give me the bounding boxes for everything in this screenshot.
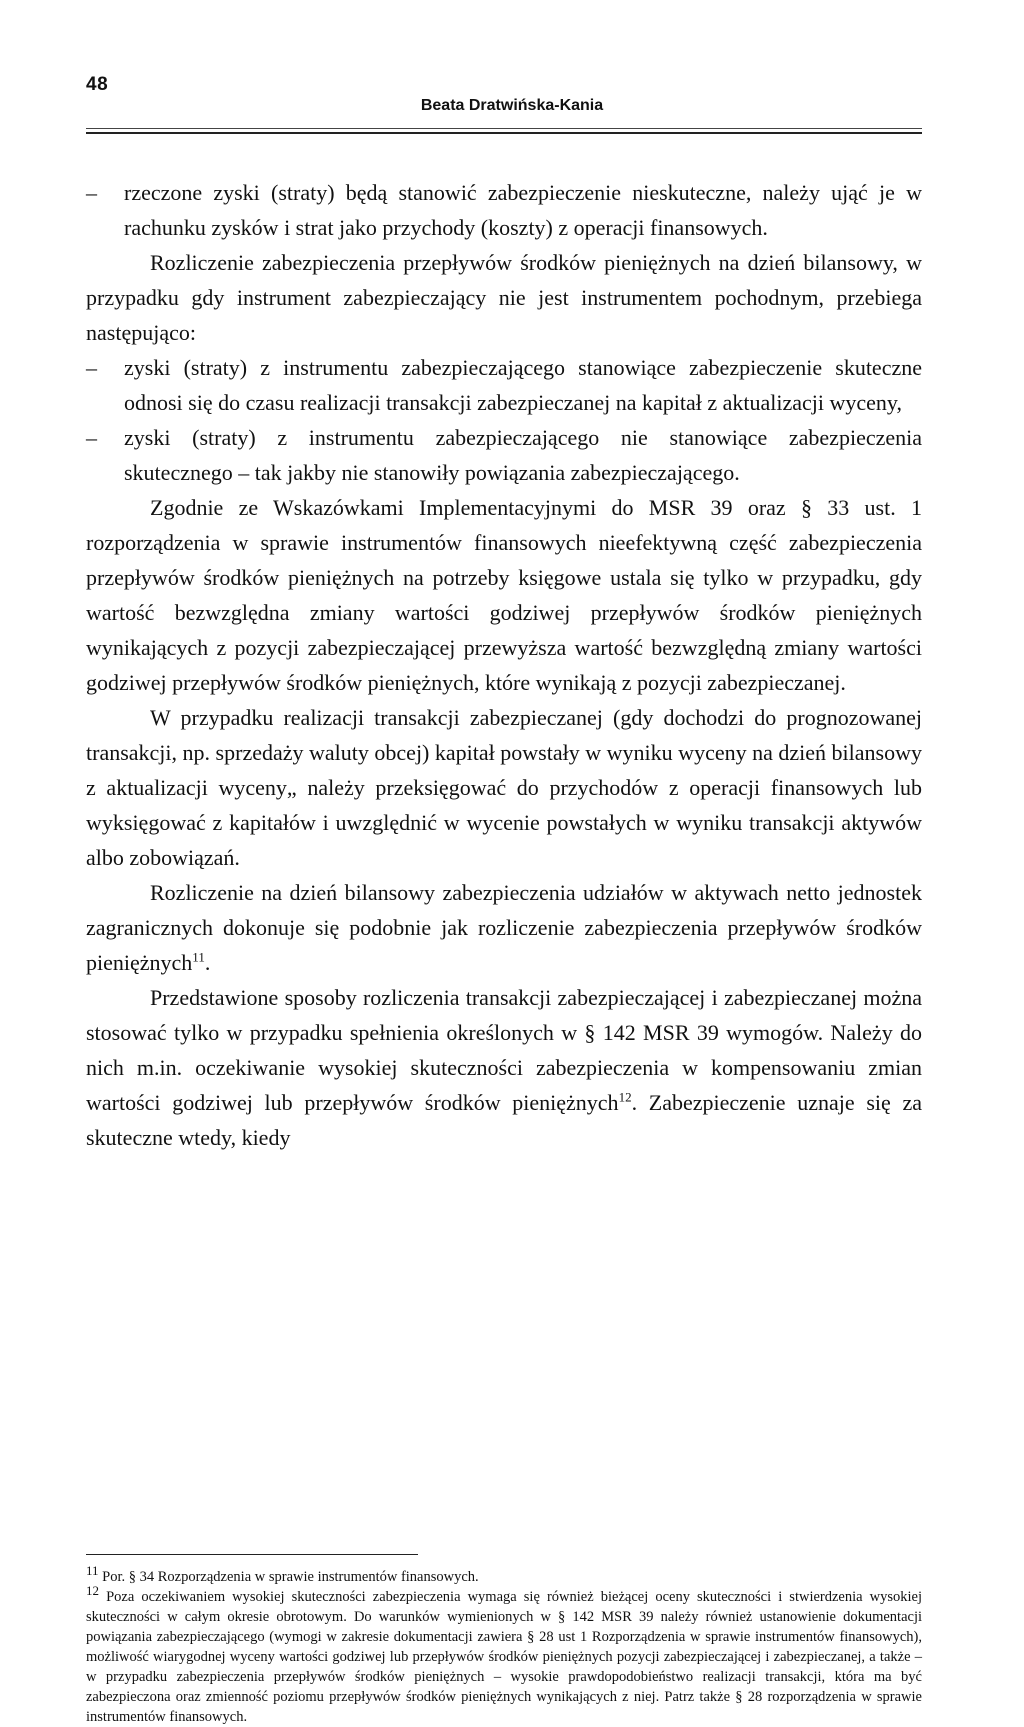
paragraph-text: zyski (straty) z instrumentu zabezpieczającego stanowiące zabezpieczenie skuteczne odnosi się do czasu realizacji transakcji zabezpieczanej na kapitał z aktualizacji wyceny, (124, 355, 922, 415)
paragraph: W przypadku realizacji transakcji zabezpieczanej (gdy dochodzi do prognozowanej transakcji, np. sprzedaży waluty obcej) kapitał powstały w wyniku wyceny na dzień bilansowy z aktualizacji wyceny„ należy przeksięgować do przychodów z operacji finansowych lub wyksięgować z kapitałów i uwzględnić w wycenie powstałych w wyniku transakcji aktywów albo zobowiązań. (86, 705, 922, 870)
paragraph-text: zyski (straty) z instrumentu zabezpieczającego nie stanowiące zabezpieczenia skutecznego – tak jakby nie stanowiły powiązania zabezpieczającego. (124, 425, 922, 485)
footnote-text: Por. § 34 Rozporządzenia w sprawie instrumentów finansowych. (102, 1569, 479, 1585)
footnote-11 (86, 1563, 922, 1587)
paragraph-end: . (204, 950, 211, 975)
bullet-dash: – (86, 355, 97, 380)
footnote-ref-11[interactable]: 11 (192, 949, 205, 965)
bullet-item (86, 420, 922, 490)
bullet-item (86, 350, 922, 420)
footnote-12 (86, 1583, 923, 1727)
running-head-author: Beata Dratwińska-Kania (420, 97, 604, 114)
bullet-dash: – (86, 180, 97, 205)
header-rule (86, 128, 922, 129)
footnote-ref-12[interactable]: 12 (618, 1089, 632, 1105)
paragraph-text: Rozliczenie na dzień bilansowy zabezpieczenia udziałów w aktywach netto jednostek zagranicznych dokonuje się podobnie jak rozliczenie zabezpieczenia przepływów środków pieniężnych (86, 880, 922, 975)
paragraph-text: rzeczone zyski (straty) będą stanowić zabezpieczenie nieskuteczne, należy ująć je w rachunku zysków i strat jako przychody (koszty) z operacji finansowych. (124, 180, 922, 240)
paragraph: Zgodnie ze Wskazówkami Implementacyjnymi do MSR 39 oraz § 33 ust. 1 rozporządzenia w sprawie instrumentów finansowych nieefektywną część zabezpieczenia przepływów środków pieniężnych na potrzeby księgowe ustala się tylko w przypadku, gdy wartość bezwzględna zmiany wartości godziwej przepływów środków pieniężnych wynikających z pozycji zabezpieczającej przewyższa wartość bezwzględną zmiany wartości godziwej przepływów środków pieniężnych, które wynikają z pozycji zabezpieczanej. (86, 495, 922, 695)
page-number: 48 (86, 74, 109, 95)
bullet-item (86, 175, 922, 245)
body-text (86, 175, 922, 1155)
header-rule-thick (86, 132, 922, 134)
paragraph (86, 875, 922, 980)
bullet-dash: – (86, 425, 97, 450)
paragraph (86, 980, 922, 1155)
footnote-text: Poza oczekiwaniem wysokiej skuteczności zabezpieczenia wymaga się również bieżącej oceny skuteczności i stwierdzenia wysokiej skuteczności w całym okresie obrotowym. Do warunków wymienionych w § 142 MSR 39 należy również ustanowienie dokumentacji powiązania zabezpieczającego (wymogi w zakresie dokumentacji zawiera § 28 ust 1 Rozporządzenia w sprawie instrumentów finansowych), możliwość wiarygodnej wyceny wartości godziwej lub przepływów środków pieniężnych pozycji zabezpieczającej i zabezpieczanej, a także – w przypadku zabezpieczenia przepływów środków pieniężnych – wysokie prawdopodobieństwo realizacji transakcji, która ma być zabezpieczona oraz zmienność poziomu przepływów środków pieniężnych wynikających z niej. Patrz także § 28 rozporządzenia w sprawie instrumentów finansowych. (86, 1589, 923, 1725)
paragraph-text: Przedstawione sposoby rozliczenia transakcji zabezpieczającej i zabezpieczanej można stosować tylko w przypadku spełnienia określonych w § 142 MSR 39 wymogów. Należy do nich m.in. oczekiwanie wysokiej skuteczności zabezpieczenia w kompensowaniu zmian wartości godziwej lub przepływów środków pieniężnych (86, 985, 922, 1115)
footnote-number: 12 (86, 1583, 99, 1599)
footnote-number: 11 (86, 1563, 99, 1579)
footnotes (86, 1563, 923, 1727)
footnote-separator (86, 1554, 418, 1555)
paragraph-text-continued: . Zabezpieczenie uznaje się za skuteczne wtedy, kiedy (86, 1090, 922, 1150)
paragraph: Rozliczenie zabezpieczenia przepływów środków pieniężnych na dzień bilansowy, w przypadku gdy instrument zabezpieczający nie jest instrumentem pochodnym, przebiega następująco: (86, 250, 922, 345)
